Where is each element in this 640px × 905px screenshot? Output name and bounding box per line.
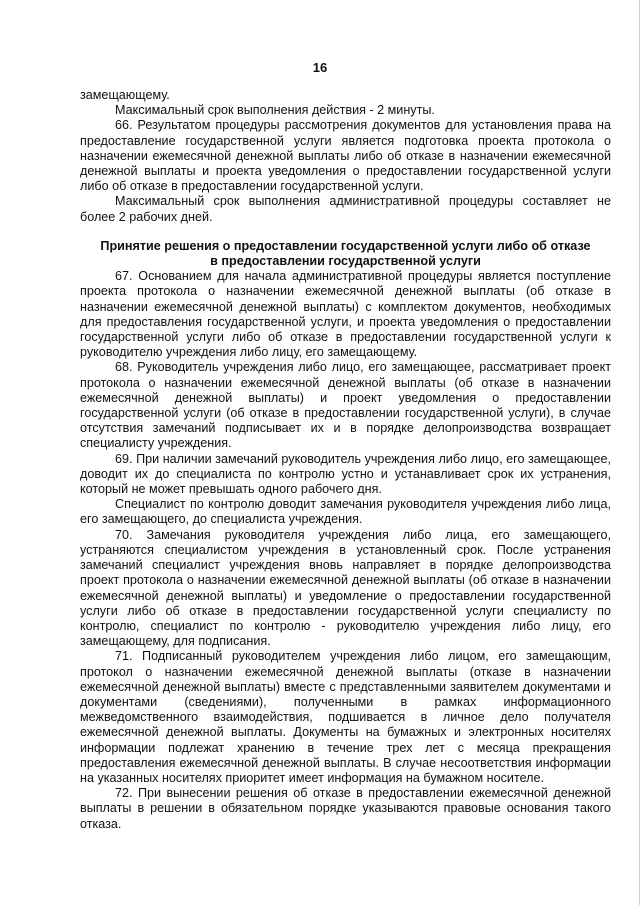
paragraph: Специалист по контролю доводит замечания руководителя учреждения либо лица, его замещающего, до специалиста учреждения.	[80, 497, 611, 527]
paragraph: замещающему.	[80, 88, 170, 102]
paragraph: 71. Подписанный руководителем учреждения либо лицом, его замещающим, протокол о назначении ежемесячной денежной выплаты (отказе в назначении ежемесячной денежной выплаты) вместе с представленными заявителем документами и документами (сведениями), полученными в рамках информационного межведомственного взаимодействия, подшивается в личное дело получателя ежемесячной денежной выплаты. Документы на бумажных и электронных носителях информации подлежат хранению в течение трех лет с месяца прекращения предоставления ежемесячной денежной выплаты. В случае несоответствия информации на указанных носителях приоритет имеет информация на бумажном носителе.	[80, 649, 611, 785]
section-heading	[80, 239, 611, 269]
section-top	[80, 88, 611, 225]
page-number: 16	[312, 60, 328, 75]
paragraph: 66. Результатом процедуры рассмотрения документов для установления права на предоставление государственной услуги является подготовка проекта протокола о назначении ежемесячной денежной выплаты либо об отказе в назначении ежемесячной денежной выплаты и проекта уведомления о предоставлении государственной услуги либо об отказе в предоставлении государственной услуги.	[80, 118, 611, 194]
paragraph: 69. При наличии замечаний руководитель учреждения либо лицо, его замещающее, доводит их до специалиста по контролю устно и устанавливает срок их устранения, который не может превышать одного рабочего дня.	[80, 451, 611, 497]
paragraph: Максимальный срок выполнения действия - 2 минуты.	[115, 103, 435, 118]
paragraph: 72. При вынесении решения об отказе в предоставлении ежемесячной денежной выплаты в решении в обязательном порядке указываются правовые основания такого отказа.	[80, 786, 611, 831]
paragraph: Максимальный срок выполнения административной процедуры составляет не более 2 рабочих дней.	[80, 194, 611, 224]
section-heading-line-1: Принятие решения о предоставлении государственной услуги либо об отказе	[100, 238, 591, 253]
paragraph: 70. Замечания руководителя учреждения либо лица, его замещающего, устраняются специалистом учреждения в установленный срок. После устранения замечаний специалист учреждения вновь направляет в порядке делопроизводства проект протокола о назначении ежемесячной денежной выплаты (об отказе в назначении ежемесячной денежной выплаты) и уведомление о предоставлении государственной услуги либо об отказе в предоставлении государственной услуги специалисту по контролю, специалист по контролю - руководителю учреждения либо лицу, его замещающему, для подписания.	[80, 527, 611, 649]
paragraph: 68. Руководитель учреждения либо лицо, его замещающее, рассматривает проект протокола о назначении ежемесячной денежной выплаты (об отказе в назначении ежемесячной денежной выплаты) и проект уведомления о предоставлении государственной услуги (об отказе в предоставлении государственной услуги), в случае отсутствия замечаний подписывает их и в порядке делопроизводства возвращает специалисту учреждения.	[80, 360, 611, 451]
section-heading-line-2: в предоставлении государственной услуги	[210, 254, 481, 269]
document-body	[80, 88, 611, 832]
paragraph: 67. Основанием для начала административной процедуры является поступление проекта протокола о назначении ежемесячной денежной выплаты (об отказе в назначении ежемесячной денежной выплаты) с комплектом документов, необходимых для предоставления государственной услуги, и проекта уведомления о предоставлении государственной услуги либо об отказе в предоставлении государственной услуги к руководителю учреждения либо лицу, его замещающему.	[80, 269, 611, 360]
section-bottom	[80, 269, 611, 832]
